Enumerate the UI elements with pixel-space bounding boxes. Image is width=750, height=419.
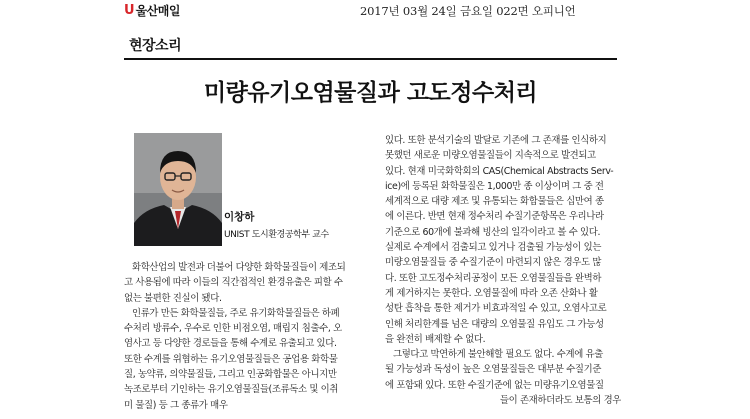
article-column-left bbox=[124, 260, 368, 413]
text-line: 염사고 등 다양한 경로들을 통해 수계로 유출되고 있다. bbox=[124, 338, 337, 350]
text-line: 미량오염물질들 중 수질기준이 마련되지 않은 경우도 많 bbox=[385, 257, 602, 269]
text-line: 인류가 만든 화학물질들, 주로 유기화학물질들은 하폐 bbox=[132, 307, 340, 319]
text-line: 에 포함돼 있다. 또한 수질기준에 없는 미량유기오염물질 bbox=[385, 379, 604, 391]
text-line: 고 사용됨에 따라 이들의 직간접적인 환경유출은 피할 수 bbox=[124, 277, 343, 289]
text-line: 을 완전히 배제할 수 없다. bbox=[385, 333, 486, 345]
text-line: 못했던 새로운 미량오염물질들이 지속적으로 발견되고 bbox=[385, 150, 596, 162]
author-portrait-icon bbox=[134, 133, 222, 246]
section-divider bbox=[124, 58, 617, 60]
newspaper-logo bbox=[124, 3, 180, 19]
paragraph bbox=[385, 133, 621, 347]
text-line: 인해 처리한계를 넘은 대량의 오염물질 유입도 그 가능성 bbox=[385, 318, 604, 330]
article-column-right bbox=[385, 133, 621, 408]
text-line: 그렇다고 막연하게 불안해할 필요도 없다. 수계에 유출 bbox=[393, 349, 603, 361]
paragraph bbox=[124, 260, 368, 306]
paragraph bbox=[124, 306, 368, 413]
text-line: 실제로 수계에서 검출되고 있거나 검출될 가능성이 있는 bbox=[385, 242, 602, 254]
text-line: 기준으로 60개에 불과해 빙산의 일각이라고 볼 수 있다. bbox=[385, 226, 601, 238]
text-line: 들이 존재하더라도 보통의 경우 bbox=[499, 395, 621, 407]
text-line: 녹조로부터 기인하는 유기오염물질들(조류독소 및 이취 bbox=[124, 384, 339, 396]
author-name: 이창하 bbox=[224, 211, 255, 223]
text-line: 없는 불편한 진실이 됐다. bbox=[124, 292, 222, 304]
logo-text: 울산매일 bbox=[135, 4, 180, 18]
text-line: 에 이른다. 반면 현재 정수처리 수질기준항목은 우리나라 bbox=[385, 211, 604, 223]
logo-mark-icon: U bbox=[124, 3, 135, 18]
text-line: 수처리 방류수, 우수로 인한 비점오염, 매립지 침출수, 오 bbox=[124, 323, 342, 335]
text-line: 질, 농약류, 의약물질들, 그리고 인공화합물은 아니지만 bbox=[124, 369, 337, 381]
byline bbox=[224, 210, 369, 242]
text-line: 화학산업의 발전과 더불어 다양한 화학물질들이 제조되 bbox=[132, 262, 346, 273]
paragraph bbox=[385, 347, 621, 408]
text-line: 게 제거하지는 못한다. 오염물질에 따라 오존 산화나 활 bbox=[385, 287, 598, 299]
text-line: 성탄 흡착을 통한 제거가 비효과적일 수 있고, 오염사고로 bbox=[385, 303, 607, 315]
text-line: 있다. 또한 분석기술의 발달로 기존에 그 존재를 인식하지 bbox=[385, 135, 607, 146]
text-line: 세계적으로 대량 제조 및 유통되는 화합물들은 십만여 종 bbox=[385, 196, 604, 208]
section-label: 현장소리 bbox=[129, 38, 182, 54]
text-line: 또한 수계를 위협하는 유기오염물질들은 공업용 화학물 bbox=[124, 353, 338, 365]
text-line: ice)에 등록된 화학물질은 1,000만 종 이상이며 그 중 전 bbox=[385, 180, 604, 192]
text-line: 미 물질) 등 그 종류가 매우 bbox=[124, 399, 228, 411]
author-photo bbox=[134, 133, 222, 246]
author-affiliation: UNIST 도시환경공학부 교수 bbox=[224, 230, 329, 240]
article-headline: 미량유기오염물질과 고도정수처리 bbox=[203, 79, 538, 106]
text-line: 있다. 현재 미국화학회의 CAS(Chemical Abstracts Serv- bbox=[385, 165, 614, 177]
dateline: 2017년 03월 24일 금요일 022면 오피니언 bbox=[360, 4, 576, 18]
text-line: 될 가능성과 독성이 높은 오염물질들은 대부분 수질기준 bbox=[385, 364, 602, 376]
text-line: 다. 또한 고도정수처리공정이 모든 오염물질들을 완벽하 bbox=[385, 272, 602, 284]
